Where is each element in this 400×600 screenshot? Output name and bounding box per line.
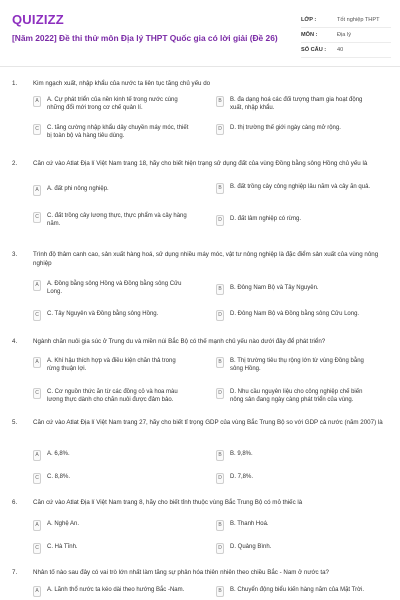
question-number: 7.: [12, 569, 18, 576]
option-c[interactable]: [33, 125, 190, 140]
quizizz-logo[interactable]: QUIZIZZ: [12, 12, 64, 27]
option-b[interactable]: [216, 184, 373, 194]
option-c[interactable]: [33, 213, 190, 228]
option-letter-badge: B: [216, 183, 224, 194]
question-text: Kim ngạch xuất, nhập khẩu của nước ta liên tục tăng chủ yếu do: [33, 80, 211, 87]
option-b[interactable]: [216, 97, 373, 112]
option-letter-badge: B: [216, 520, 224, 531]
option-text: C. đất trồng cây lương thực, thực phẩm và cây hàng năm.: [47, 213, 187, 227]
option-a[interactable]: [33, 451, 190, 461]
option-letter-badge: D: [216, 473, 224, 484]
option-letter-badge: A: [33, 586, 41, 597]
option-text: D. Đông Nam Bộ và Đồng bằng sông Cửu Long.: [230, 311, 360, 317]
option-a[interactable]: [33, 97, 190, 112]
option-letter-badge: C: [33, 543, 41, 554]
meta-value: Địa lý: [337, 32, 351, 38]
question-number: 4.: [12, 338, 18, 345]
option-text: B. Thanh Hoá.: [230, 521, 269, 527]
question-text: Căn cứ vào Atlat Địa lí Việt Nam trang 18, hãy cho biết hiện trạng sử dụng đất của vùng Đồng bằng sông Hồng chủ yếu là: [33, 160, 368, 167]
option-letter-badge: A: [33, 96, 41, 107]
question-number: 6.: [12, 499, 18, 506]
option-letter-badge: C: [33, 388, 41, 399]
header-divider: [0, 66, 400, 67]
option-d[interactable]: [216, 125, 373, 135]
option-text: D. Nhu cầu nguyên liệu cho công nghiệp chế biến nông sản đang ngày càng phát triển của vùng.: [230, 389, 363, 403]
option-text: B. Chuyển động biểu kiến hàng năm của Mặt Trời.: [230, 587, 365, 593]
option-d[interactable]: [216, 389, 373, 404]
option-text: B. Thị trường tiêu thụ rộng lớn từ vùng Đồng bằng sông Hồng.: [230, 358, 364, 372]
option-d[interactable]: [216, 216, 373, 226]
option-text: A. Nghệ An.: [47, 521, 80, 527]
option-letter-badge: A: [33, 357, 41, 368]
question-number: 3.: [12, 251, 18, 258]
meta-row-class: [301, 13, 391, 28]
option-c[interactable]: [33, 311, 190, 321]
option-b[interactable]: [216, 451, 373, 461]
meta-value: 40: [337, 47, 344, 53]
option-letter-badge: A: [33, 185, 41, 196]
option-text: B. Đông Nam Bộ và Tây Nguyên.: [230, 285, 319, 291]
page-header: [0, 0, 400, 66]
option-text: D. 7,8%.: [230, 474, 254, 480]
question-number: 1.: [12, 80, 18, 87]
meta-table: [301, 13, 391, 58]
option-a[interactable]: [33, 587, 190, 597]
option-c[interactable]: [33, 389, 190, 404]
option-letter-badge: C: [33, 212, 41, 223]
option-letter-badge: D: [216, 124, 224, 135]
option-text: C. 8,8%.: [47, 474, 71, 480]
option-letter-badge: D: [216, 310, 224, 321]
option-text: C. Cơ nguồn thức ăn từ các đồng cỏ và hoa màu lương thực dành cho chăn nuôi được đảm bảo.: [47, 389, 178, 403]
option-letter-badge: B: [216, 96, 224, 107]
option-text: A. Cự phát triển của nền kinh tế trong nước cùng những đổi mới trong cơ chế quản lí.: [47, 97, 178, 111]
option-b[interactable]: [216, 285, 373, 295]
option-d[interactable]: [216, 311, 373, 321]
option-letter-badge: D: [216, 388, 224, 399]
document-title: [Năm 2022] Đề thi thử môn Địa lý THPT Quốc gia có lời giải (Đề 26): [12, 33, 278, 43]
meta-row-subject: [301, 28, 391, 43]
meta-key: LỚP :: [301, 17, 317, 23]
option-letter-badge: C: [33, 473, 41, 484]
option-letter-badge: A: [33, 520, 41, 531]
option-text: A. Khí hậu thích hợp và điều kiện chăn thả trong rừng thuận lợi.: [47, 358, 176, 372]
meta-value: Tốt nghiệp THPT: [337, 17, 380, 23]
option-letter-badge: D: [216, 215, 224, 226]
option-text: C. Hà Tĩnh.: [47, 544, 78, 550]
option-letter-badge: A: [33, 450, 41, 461]
option-text: A. Lãnh thổ nước ta kéo dài theo hướng Bắc -Nam.: [47, 587, 185, 593]
meta-row-count: [301, 43, 391, 58]
option-c[interactable]: [33, 474, 190, 484]
option-letter-badge: A: [33, 280, 41, 291]
option-text: B. đa dạng hoá các đối tượng tham gia hoạt động xuất, nhập khẩu.: [230, 97, 363, 111]
option-a[interactable]: [33, 281, 190, 296]
question-text: Nhân tố nào sau đây có vai trò lớn nhất làm tăng sự phân hóa thiên nhiên theo chiều Bắc - Nam ở nước ta?: [33, 569, 329, 576]
option-text: B. 9,8%.: [230, 451, 253, 457]
option-d[interactable]: [216, 544, 373, 554]
question-text: Căn cứ vào Atlat Địa lí Việt Nam trang 8, hãy cho biết tỉnh thuộc vùng Bắc Trung Bộ có mỏ thiếc là: [33, 499, 303, 506]
option-text: C. tăng cường nhập khẩu dây chuyền máy móc, thiết bị toàn bộ và hàng tiêu dùng.: [47, 125, 189, 139]
option-text: D. thị trường thế giới ngày càng mở rộng.: [230, 125, 341, 131]
option-b[interactable]: [216, 358, 373, 373]
question-text: Trình độ thâm canh cao, sản xuất hàng hoá, sử dụng nhiều máy móc, vật tư nông nghiệp là đặc điểm sản xuất của vùng nông nghiệp: [33, 251, 379, 267]
meta-key: MÔN :: [301, 32, 318, 38]
option-letter-badge: D: [216, 543, 224, 554]
question-number: 5.: [12, 419, 18, 426]
option-d[interactable]: [216, 474, 373, 484]
option-letter-badge: B: [216, 284, 224, 295]
meta-key: SỐ CÂU :: [301, 47, 327, 53]
option-letter-badge: C: [33, 310, 41, 321]
option-text: B. đất trồng cây công nghiệp lâu năm và cây ăn quả.: [230, 184, 371, 190]
option-b[interactable]: [216, 521, 373, 531]
option-text: D. đất lâm nghiệp có rừng.: [230, 216, 302, 222]
option-a[interactable]: [33, 358, 190, 373]
question-text: Căn cứ vào Atlat Địa lí Việt Nam trang 27, hãy cho biết tỉ trọng GDP của vùng Bắc Trung Bộ so với GDP cả nước (năm 2007) là: [33, 419, 383, 426]
question-number: 2.: [12, 160, 18, 167]
option-letter-badge: B: [216, 450, 224, 461]
option-c[interactable]: [33, 544, 190, 554]
option-letter-badge: C: [33, 124, 41, 135]
option-letter-badge: B: [216, 586, 224, 597]
option-a[interactable]: [33, 186, 190, 196]
option-text: A. Đồng bằng sông Hồng và Đồng bằng sông Cửu Long.: [47, 281, 182, 295]
option-text: A. đất phi nông nghiệp.: [47, 186, 109, 192]
option-text: C. Tây Nguyên và Đồng bằng sông Hồng.: [47, 311, 159, 317]
option-b[interactable]: [216, 587, 373, 597]
option-a[interactable]: [33, 521, 190, 531]
question-text: Ngành chăn nuôi gia súc ở Trung du và miền núi Bắc Bộ có thế mạnh chủ yếu nào dưới đây để phát triển?: [33, 338, 326, 345]
option-letter-badge: B: [216, 357, 224, 368]
option-text: A. 6,8%.: [47, 451, 70, 457]
option-text: D. Quảng Bình.: [230, 544, 272, 550]
